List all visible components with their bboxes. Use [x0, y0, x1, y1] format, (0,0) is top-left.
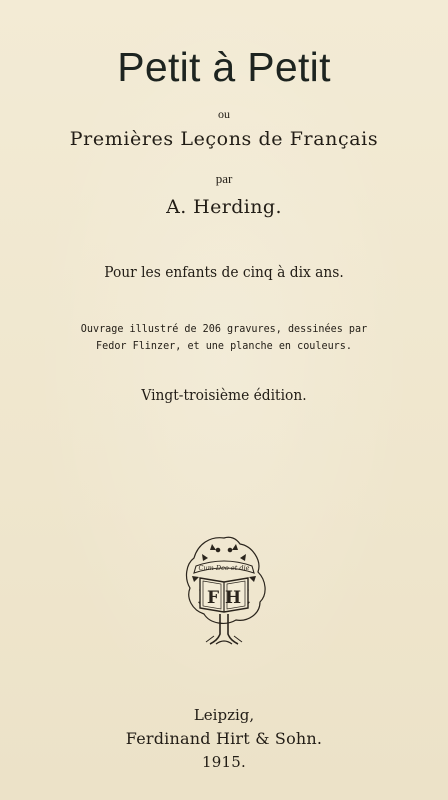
- author-name: A. Herding.: [166, 196, 282, 218]
- publisher-emblem-icon: [174, 526, 274, 651]
- connector-ou: ou: [218, 107, 230, 121]
- emblem-monogram: F H: [206, 588, 242, 608]
- illustration-note-line-1: Ouvrage illustré de 206 gravures, dessinées par: [80, 322, 368, 335]
- publication-city: Leipzig,: [193, 706, 255, 724]
- connector-par: par: [215, 171, 233, 186]
- book-title: Petit à Petit: [117, 44, 331, 90]
- audience-line: Pour les enfants de cinq à dix ans.: [104, 263, 344, 281]
- publication-year: 1915.: [202, 753, 246, 771]
- edition-note: Vingt-troisième édition.: [141, 386, 307, 404]
- illustration-note-line-2: Fedor Flinzer, et une planche en couleurs.: [96, 339, 352, 352]
- book-subtitle: Premières Leçons de Français: [69, 128, 379, 150]
- emblem-motto: Cum Deo et die: [198, 564, 250, 572]
- publisher-name: Ferdinand Hirt & Sohn.: [125, 729, 323, 748]
